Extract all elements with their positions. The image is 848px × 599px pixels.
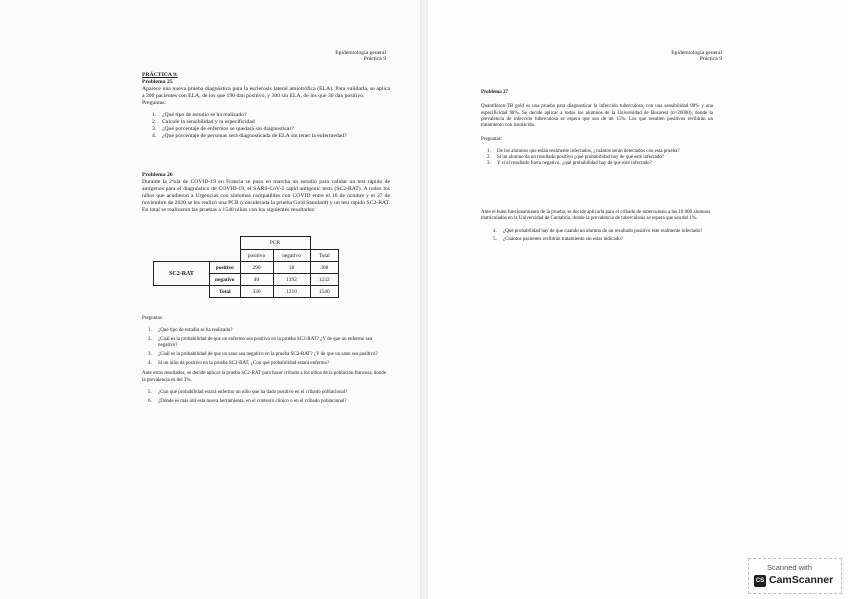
header-practice: Práctica 9 bbox=[699, 56, 722, 63]
question-item: 2. ¿Cuál es la probabilidad de que un enfermo sea positivo en la prueba SC2-RAT? ¿Y de que un enfermo sea negativo? bbox=[148, 337, 373, 349]
question-item: 1. De los alumnos que están realmente infectados, ¿cuántos serán detectados con esta prueba? bbox=[487, 148, 680, 154]
camscanner-logo-icon: CS bbox=[754, 575, 766, 587]
question-item: 4. ¿Qué porcentaje de personas será diagnosticada de ELA sin tener la enfermedad? bbox=[152, 133, 347, 139]
question-item: 2. Si un alumno da un resultado positivo ¿qué probabilidad hay de que esté infectado? bbox=[487, 155, 665, 161]
problem-26-questions-2 bbox=[142, 390, 387, 405]
question-item: 1. ¿Qué tipo de estudio se ha realizado? bbox=[148, 328, 233, 334]
camscanner-brand: CamScanner bbox=[769, 574, 834, 586]
question-item: 3. ¿Qué porcentaje de enfermos se quedará sin diagnosticar? bbox=[152, 126, 294, 132]
cell-pos-tot: 308 bbox=[310, 262, 339, 274]
left-page-header bbox=[300, 50, 386, 63]
cell-tot-neg: 1210 bbox=[273, 286, 310, 298]
row-negativo: negativo bbox=[210, 274, 241, 286]
problem-27-questions-label: Preguntas: bbox=[481, 137, 503, 143]
camscanner-watermark bbox=[748, 558, 842, 594]
cell-neg-pos: 40 bbox=[240, 274, 273, 286]
pcr-header: PCR bbox=[240, 237, 310, 250]
problem-25-questions bbox=[142, 112, 390, 140]
problem-26-questions bbox=[142, 328, 387, 367]
cell-pos-neg: 18 bbox=[273, 262, 310, 274]
col-positivo: positivo bbox=[240, 250, 273, 262]
right-page bbox=[428, 0, 848, 599]
header-course: Epidemiología general bbox=[671, 50, 722, 56]
question-item: 5. ¿Con qué probabilidad estará enfermo un niño que ha dado positivo en el cribado poblacional? bbox=[148, 389, 348, 395]
problem-26-text: Durante la 2ªola de COVID-19 en Francia se puso en marcha un estudio para validar un test rápido de antígenos para el diagnóstico de COVID-19, el SARS-CoV-2 rapid antigenic tests (SC2-RAT). A todos los niños que acudieron a Urgencias con síntomas compatibles con COVID entre el 10 de octubre y el 27 de noviembre de 2020 se les realizó una PCR (considerada la prueba Gold Standard) y un test rápido SC2-RAT. En total se realizaron las pruebas a 1540 niños con los siguientes resultados: bbox=[142, 179, 390, 213]
cell-tot-tot: 1540 bbox=[310, 286, 339, 298]
left-page bbox=[0, 0, 420, 599]
problem-26-intro bbox=[142, 172, 390, 214]
problem-27-questions bbox=[481, 149, 713, 168]
problem-27-questions-2 bbox=[481, 229, 717, 244]
problem-25-section bbox=[142, 72, 390, 140]
problem-26-follow-text: Ante estos resultados, se decide aplicar la prueba SC2-RAT para hacer cribado a los niños de la población francesa, donde la prevalencia es del 3%. bbox=[142, 371, 387, 383]
question-item: 4. ¿Qué probabilidad hay de que cuando un alumno de un resultado positivo este realmente infectado? bbox=[493, 228, 703, 234]
problem-27-section bbox=[481, 90, 713, 168]
header-practice: Práctica 9 bbox=[363, 56, 386, 63]
page-gutter bbox=[420, 0, 428, 599]
row-total: Total bbox=[210, 286, 241, 298]
problem-27-title: Problema 27 bbox=[481, 90, 508, 95]
cell-pos-pos: 290 bbox=[240, 262, 273, 274]
question-item: 6. ¿Dónde es más útil esta nueva herramienta, en el contexto clínico o en el cribado poblacional? bbox=[148, 398, 347, 404]
problem-25-title: Problema 25 bbox=[142, 79, 173, 85]
problem-26-questions-section bbox=[142, 316, 387, 407]
question-item: 3. ¿Cuál es la probabilidad de que un sano sea negativo en la prueba SC2-RAT? ¿Y de que un sano sea positivo? bbox=[148, 352, 378, 358]
cell-neg-tot: 1232 bbox=[310, 274, 339, 286]
cell-neg-neg: 1192 bbox=[273, 274, 310, 286]
question-item: 2. Calcule la sensibilidad y la especificidad bbox=[152, 119, 255, 125]
question-item: 3. Y si el resultado fuera negativo, ¿qué probabilidad hay de que esté infectado? bbox=[487, 161, 652, 167]
problem-27-text: Quantiferon-TB gold es una prueba para diagnosticar la infección tuberculosa, con una sensibilidad 90% y una especificidad 98%. Se decide aplicar a todos los alumnos de la Universidad de Bucarest (n=20000), donde la prevalencia de infección tuberculosa se espera que sea de un 15%. Los que resulten positivos recibirán un tratamiento con isoniacida. bbox=[481, 104, 713, 129]
scanned-with-label: Scanned with bbox=[767, 563, 813, 572]
problem-26-title: Problema 26 bbox=[142, 172, 173, 178]
row-positivo: positivo bbox=[210, 262, 241, 274]
problem-25-text: Aparece una nueva prueba diagnóstica para la esclerosis lateral amiotrófica (ELA). Para validarla, se aplica a 200 pacientes con ELA, de los que 190 dan positivo, y 300 sin ELA, de los que 30 dan positivo. bbox=[142, 86, 390, 99]
problem-27-followup bbox=[481, 210, 717, 246]
header-course: Epidemiología general bbox=[335, 50, 386, 56]
row-group-sc2rat: SC2-RAT bbox=[154, 262, 210, 286]
practice-title: PRÁCTICA 9: bbox=[142, 72, 178, 78]
question-item: 1. ¿Qué tipo de estudio se ha realizado? bbox=[152, 112, 247, 118]
right-page-header bbox=[636, 50, 722, 63]
cell-tot-pos: 330 bbox=[240, 286, 273, 298]
problem-25-questions-label: Preguntas: bbox=[142, 100, 167, 106]
problem-27-follow-text: Ante el buen funcionamiento de la prueba, se decide aplicarla para el cribado de tuberculosis a los 10 000 alumnos matriculados en la Universidad de Cantabria, donde la prevalencia de tuberculosis se espera que sea del 1%. bbox=[481, 210, 711, 222]
problem-26-questions-label: Preguntas: bbox=[142, 316, 164, 321]
question-item: 5. ¿Cuántos pacientes recibirán tratamiento sin estar indicado? bbox=[493, 237, 623, 243]
col-total: Total bbox=[310, 250, 339, 262]
results-table bbox=[153, 236, 339, 298]
question-item: 4. Si un niño da positivo en la prueba SC2-RAT, ¿Con qué probabilidad estará enfermo? bbox=[148, 360, 330, 366]
col-negativo: negativo bbox=[273, 250, 310, 262]
